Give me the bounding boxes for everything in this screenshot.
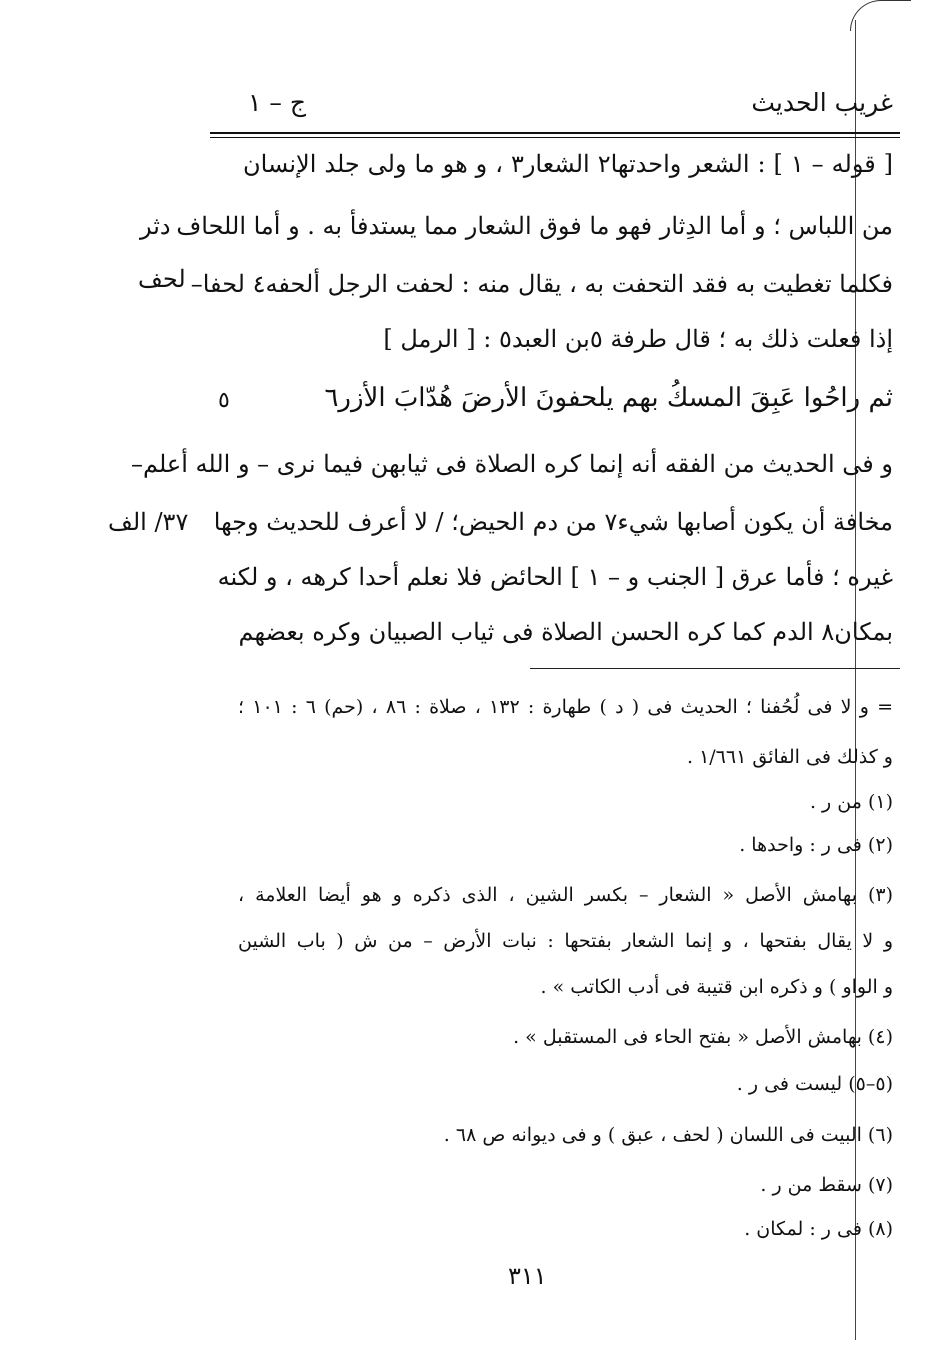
footnote-line: (٨) فى ر : لمكان . <box>744 1218 893 1240</box>
volume-label: ج – ١ <box>248 88 306 117</box>
main-text-line: بمكان٨ الدم كما كره الحسن الصلاة فى ثياب الصبيان وكره بعضهم <box>238 618 893 646</box>
footnote-line: (٣) بهامش الأصل « الشعار – بكسر الشين ، الذى ذكره و هو أيضا العلامة ، <box>238 884 893 906</box>
margin-note-lahf: لحف <box>138 265 186 293</box>
footnote-line: و الواو ) و ذكره ابن قتيبة فى أدب الكاتب » . <box>540 976 893 998</box>
footnote-separator <box>530 668 900 669</box>
margin-note-dathar: دثر <box>140 212 171 240</box>
running-title: غريب الحديث <box>751 88 893 117</box>
footnote-line: و كذلك فى الفائق ١/٦٦١ . <box>686 746 893 768</box>
main-text-line: [ قوله – ١ ] : الشعر واحدتها٢ الشعار٣ ، و هو ما ولى جلد الإنسان <box>243 150 894 178</box>
footnote-line: (٥–٥) ليست فى ر . <box>736 1073 893 1095</box>
footnote-line: (١) من ر . <box>809 791 893 813</box>
footnote-line: (٢) فى ر : واحدها . <box>739 834 893 856</box>
poem-verse: ثم راحُوا عَبِقَ المسكُ بهم يلحفونَ الأرضَ هُدّابَ الأزر٦ <box>324 383 893 413</box>
header-rule-thin <box>210 137 900 138</box>
footnote-line: (٦) البيت فى اللسان ( لحف ، عبق ) و فى ديوانه ص ٦٨ . <box>443 1124 893 1146</box>
footnote-line: = و لا فى لُحُفنا ؛ الحديث فى ( د ) طهارة : ١٣٢ ، صلاة : ٨٦ ، (حم) ٦ : ١٠١ ؛ <box>238 696 894 718</box>
footnote-line: (٤) بهامش الأصل « بفتح الحاء فى المستقبل » . <box>513 1026 893 1048</box>
main-text-line: من اللباس ؛ و أما الدِثار فهو ما فوق الشعار مما يستدفأ به . و أما اللحاف <box>176 212 893 240</box>
scan-edge-curl <box>850 0 911 31</box>
main-text-line: فكلما تغطيت به فقد التحفت به ، يقال منه : لحفت الرجل ألحفه٤ لحفا– <box>190 270 893 298</box>
main-text-line: مخافة أن يكون أصابها شيء٧ من دم الحيض؛ / لا أعرف للحديث وجها <box>213 508 893 536</box>
page-number: ٣١١ <box>508 1262 547 1290</box>
header-rule <box>210 132 900 134</box>
verse-line-number: ٥ <box>218 388 230 413</box>
footnote-line: و لا يقال بفتحها ، و إنما الشعار بفتحها : نبات الأرض – من ش ( باب الشين <box>238 930 893 952</box>
margin-note-folio: ٣٧/ الف <box>108 508 189 536</box>
main-text-line: إذا فعلت ذلك به ؛ قال طرفة ٥بن العبد٥ : [ الرمل ] <box>383 325 893 353</box>
main-text-line: و فى الحديث من الفقه أنه إنما كره الصلاة فى ثيابهن فيما نرى – و الله أعلم– <box>131 450 893 478</box>
main-text-line: غيره ؛ فأما عرق [ الجنب و – ١ ] الحائض فلا نعلم أحدا كرهه ، و لكنه <box>217 563 893 591</box>
footnote-line: (٧) سقط من ر . <box>760 1174 893 1196</box>
